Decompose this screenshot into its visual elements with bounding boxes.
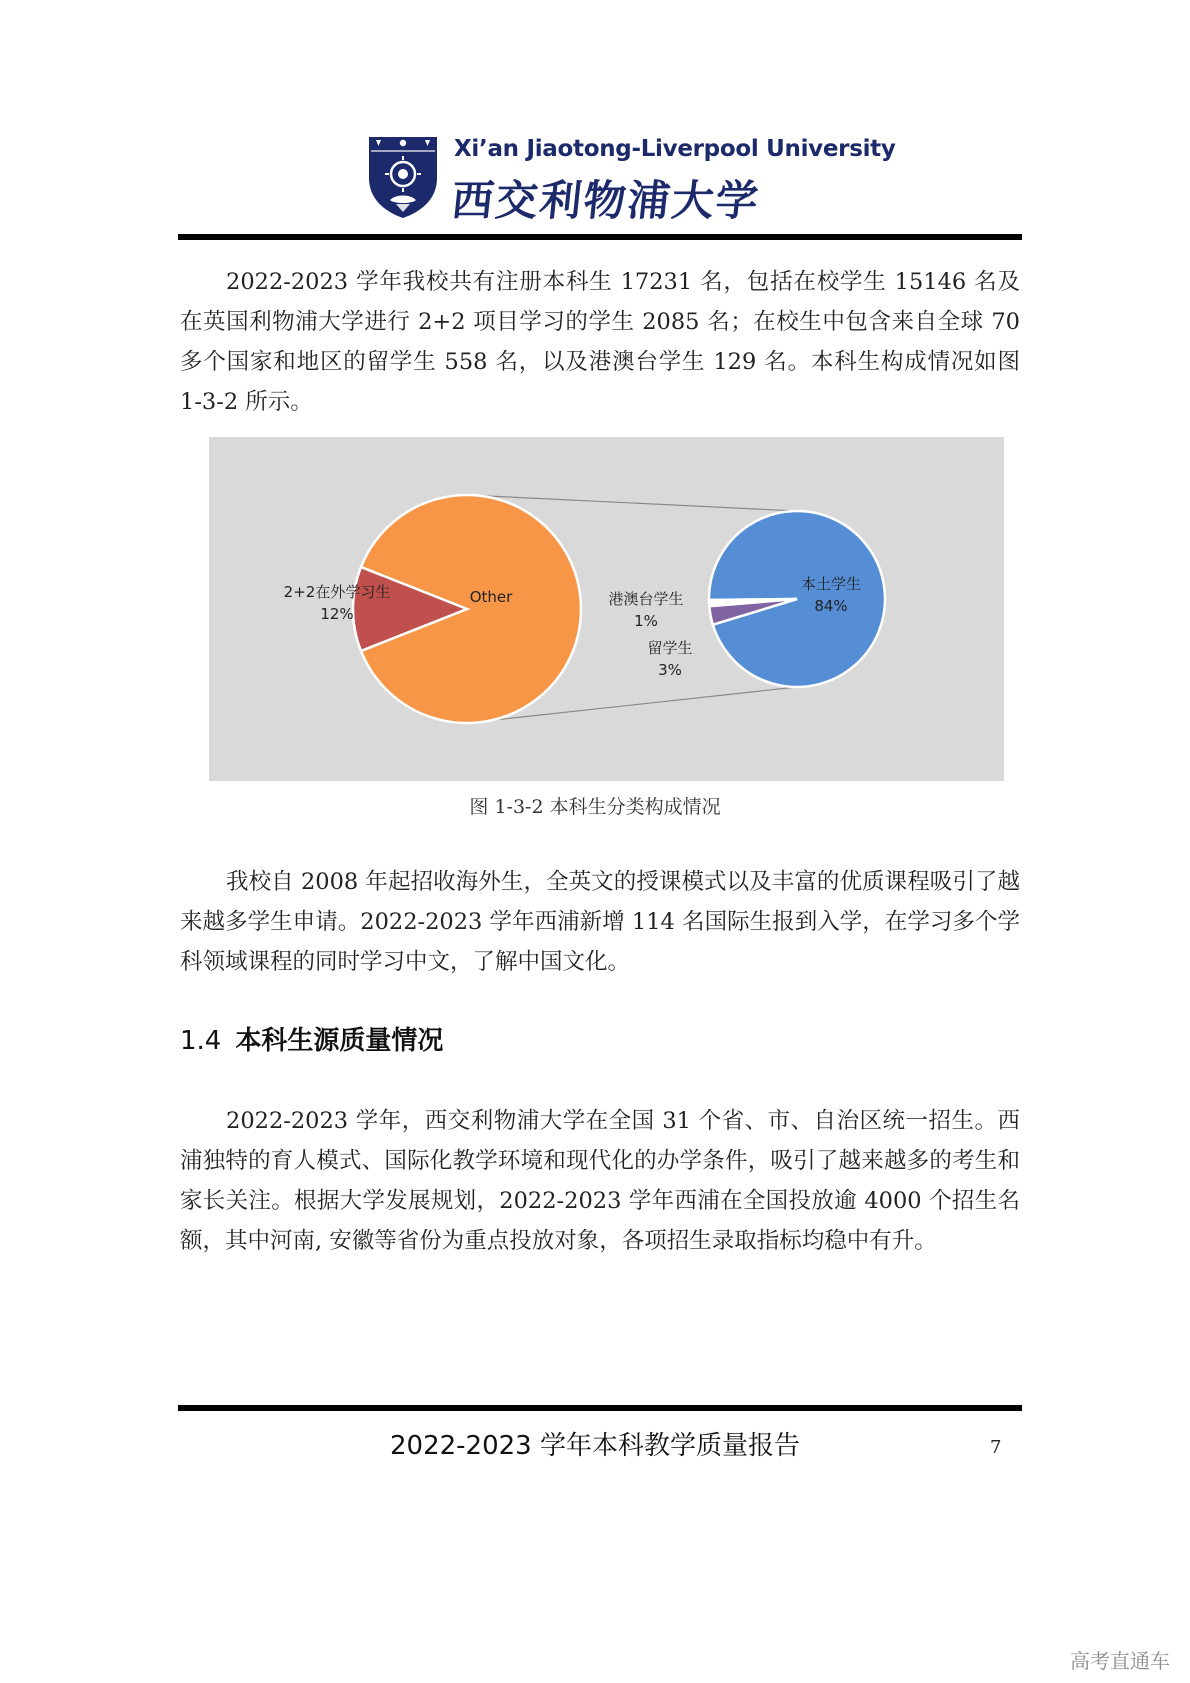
page-number: 7 (990, 1437, 1002, 1458)
logo-chinese-name: 西交利物浦大学 (449, 176, 763, 225)
section-number: 1.4 (180, 1026, 222, 1056)
pie-of-pie-chart (209, 437, 1004, 781)
label-hkmt-name: 港澳台学生 (608, 590, 684, 608)
chart-svg (209, 437, 1004, 781)
watermark-text: 高考直通车 (1070, 1649, 1170, 1673)
footer-title: 2022-2023 学年本科教学质量报告 (390, 1431, 800, 1461)
header-rule (178, 234, 1022, 240)
paragraph-enrollment: 2022-2023 学年我校共有注册本科生 17231 名，包括在校学生 15146 名及在英国利物浦大学进行 2+2 项目学习的学生 2085 名；在校生中包含来自全球 70 多个国家和地区的留学生 558 名，以及港澳台学生 129 名。本科生构成情况如图 1-3-2 所示。 (180, 269, 1020, 415)
label-hkmt-pct: 1% (634, 612, 658, 630)
logo-english-name: Xi’an Jiaotong-Liverpool University (454, 136, 896, 162)
section-heading (180, 1020, 443, 1057)
university-logo (366, 132, 896, 225)
label-other: Other (469, 588, 513, 606)
paragraph-admissions: 2022-2023 学年，西交利物浦大学在全国 31 个省、市、自治区统一招生。西浦独特的育人模式、国际化教学环境和现代化的办学条件，吸引了越来越多的考生和家长关注。根据大学发展规划，2022-2023 学年西浦在全国投放逾 4000 个招生名额，其中河南, 安徽等省份为重点投放对象，各项招生录取指标均稳中有升。 (180, 1108, 1020, 1254)
label-local-pct: 84% (814, 597, 848, 615)
label-intl-pct: 3% (658, 661, 682, 679)
label-local-name: 本土学生 (800, 575, 862, 593)
figure-caption: 图 1-3-2 本科生分类构成情况 (469, 796, 721, 818)
paragraph-international: 我校自 2008 年起招收海外生，全英文的授课模式以及丰富的优质课程吸引了越来越多学生申请。2022-2023 学年西浦新增 114 名国际生报到入学，在学习多个学科领域课程的同时学习中文，了解中国文化。 (180, 869, 1020, 975)
label-2plus2-name: 2+2在外学习生 (283, 583, 391, 601)
shield-crest-icon (366, 134, 440, 220)
label-2plus2-pct: 12% (320, 605, 354, 623)
footer-rule (178, 1405, 1022, 1411)
label-intl-name: 留学生 (647, 639, 693, 657)
section-title: 本科生源质量情况 (235, 1026, 444, 1056)
